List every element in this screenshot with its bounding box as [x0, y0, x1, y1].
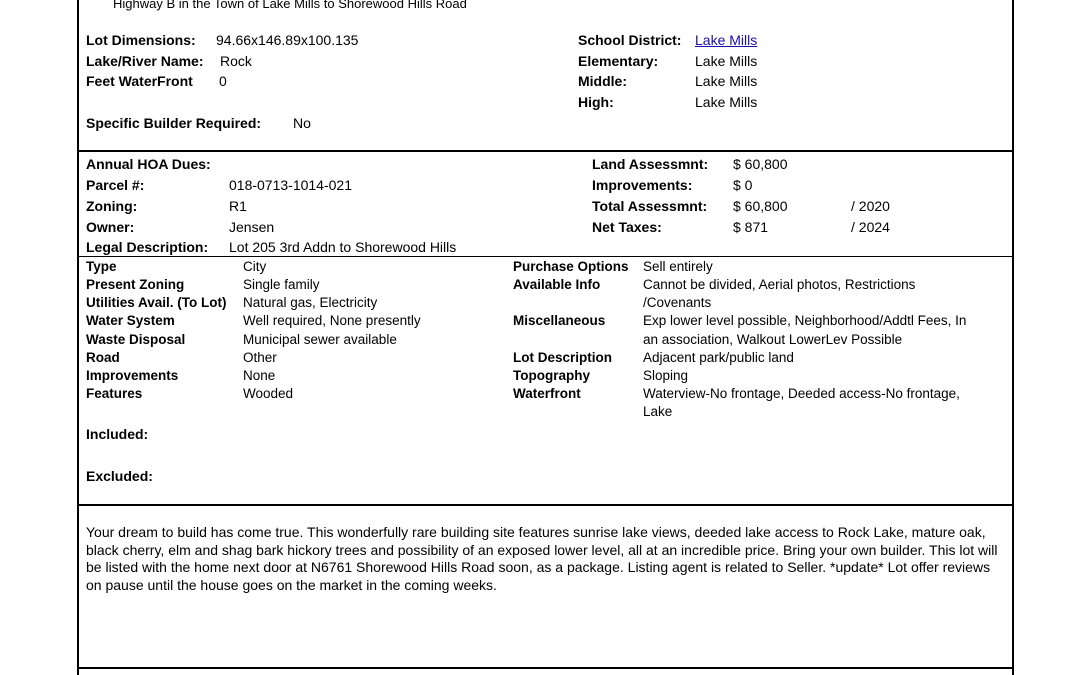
topography-label: Topography	[513, 368, 590, 383]
parcel-label: Parcel #:	[86, 177, 145, 193]
legal-description-value: Lot 205 3rd Addn to Shorewood Hills	[229, 239, 457, 255]
excluded-label: Excluded:	[86, 468, 153, 484]
land-assessment-label: Land Assessmnt:	[592, 156, 709, 172]
lot-dimensions-value: 94.66x146.89x100.135	[216, 32, 359, 48]
miscellaneous-value-line2: an association, Walkout LowerLev Possible	[643, 332, 903, 347]
high-value: Lake Mills	[695, 94, 758, 110]
feature-value-type: City	[243, 259, 267, 274]
total-assessment-value: $ 60,800	[733, 198, 788, 214]
feature-value-waste-disposal: Municipal sewer available	[243, 332, 397, 347]
feature-label-features: Features	[86, 386, 143, 401]
feature-value-water-system: Well required, None presently	[243, 313, 421, 328]
feature-label-present-zoning: Present Zoning	[86, 277, 185, 292]
feature-label-road: Road	[86, 350, 120, 365]
waterfront-label: Feet WaterFront	[86, 73, 193, 89]
feature-value-present-zoning: Single family	[243, 277, 320, 292]
waterfront-feature-label: Waterfront	[513, 386, 581, 401]
zoning-label: Zoning:	[86, 198, 138, 214]
owner-label: Owner:	[86, 219, 135, 235]
net-taxes-value: $ 871	[733, 219, 769, 235]
available-info-value-line1: Cannot be divided, Aerial photos, Restrictions	[643, 277, 916, 292]
feature-value-features: Wooded	[243, 386, 294, 401]
total-assessment-label: Total Assessmnt:	[592, 198, 708, 214]
feature-label-type: Type	[86, 259, 117, 274]
lake-name-value: Rock	[220, 53, 252, 69]
miscellaneous-label: Miscellaneous	[513, 313, 606, 328]
included-label: Included:	[86, 426, 149, 442]
feature-value-road: Other	[243, 350, 277, 365]
section-divider	[77, 667, 1014, 669]
lot-description-value: Adjacent park/public land	[643, 350, 794, 365]
feature-label-water-system: Water System	[86, 313, 175, 328]
feature-label-improvements: Improvements	[86, 368, 179, 383]
purchase-options-label: Purchase Options	[513, 259, 629, 274]
lake-name-label: Lake/River Name:	[86, 53, 204, 69]
legal-description-label: Legal Description:	[86, 239, 209, 255]
feature-label-waste-disposal: Waste Disposal	[86, 332, 186, 347]
purchase-options-value: Sell entirely	[643, 259, 713, 274]
available-info-value-line2: /Covenants	[643, 295, 712, 310]
waterfront-feature-value-line1: Waterview-No frontage, Deeded access-No frontage,	[643, 386, 960, 401]
hoa-dues-label: Annual HOA Dues:	[86, 156, 211, 172]
net-taxes-label: Net Taxes:	[592, 219, 662, 235]
parcel-value: 018-0713-1014-021	[229, 177, 352, 193]
land-assessment-value: $ 60,800	[733, 156, 788, 172]
listing-remarks: Your dream to build has come true. This wonderfully rare building site features sunrise lake views, deeded lake access to Rock Lake, mature oak, black cherry, elm and shag bark hickory trees and possibility of an exposed lower level, all at an incredible price. Bring your own builder. This lot will be listed with the home next door at N6761 Shorewood Hills Road soon, as a package. Listing agent is related to Seller. *update* Lot offer reviews on pause until the house goes on the market in the coming weeks.	[86, 524, 998, 593]
lot-description-label: Lot Description	[513, 350, 613, 365]
school-district-link[interactable]: Lake Mills	[695, 32, 758, 48]
feature-label-utilities: Utilities Avail. (To Lot)	[86, 295, 227, 310]
school-district-label: School District:	[578, 32, 682, 48]
middle-label: Middle:	[578, 73, 627, 89]
middle-value: Lake Mills	[695, 73, 758, 89]
waterfront-value: 0	[219, 73, 227, 89]
topography-value: Sloping	[643, 368, 689, 383]
feature-value-utilities: Natural gas, Electricity	[243, 295, 378, 310]
total-assessment-year: / 2020	[851, 198, 890, 214]
improvements-value: $ 0	[733, 177, 753, 193]
miscellaneous-value-line1: Exp lower level possible, Neighborhood/Addtl Fees, In	[643, 313, 967, 328]
owner-value: Jensen	[229, 219, 275, 235]
zoning-value: R1	[229, 198, 247, 214]
builder-required-label: Specific Builder Required:	[86, 115, 262, 131]
directions-text: Highway B in the Town of Lake Mills to Shorewood Hills Road	[113, 0, 467, 11]
waterfront-feature-value-line2: Lake	[643, 404, 673, 419]
builder-required-value: No	[293, 115, 311, 131]
net-taxes-year: / 2024	[851, 219, 890, 235]
high-label: High:	[578, 94, 614, 110]
improvements-label: Improvements:	[592, 177, 693, 193]
feature-value-improvements: None	[243, 368, 276, 383]
elementary-value: Lake Mills	[695, 53, 758, 69]
available-info-label: Available Info	[513, 277, 601, 292]
section-divider	[77, 256, 1014, 257]
elementary-label: Elementary:	[578, 53, 659, 69]
section-divider	[77, 150, 1014, 152]
section-divider	[77, 504, 1014, 506]
lot-dimensions-label: Lot Dimensions:	[86, 32, 196, 48]
